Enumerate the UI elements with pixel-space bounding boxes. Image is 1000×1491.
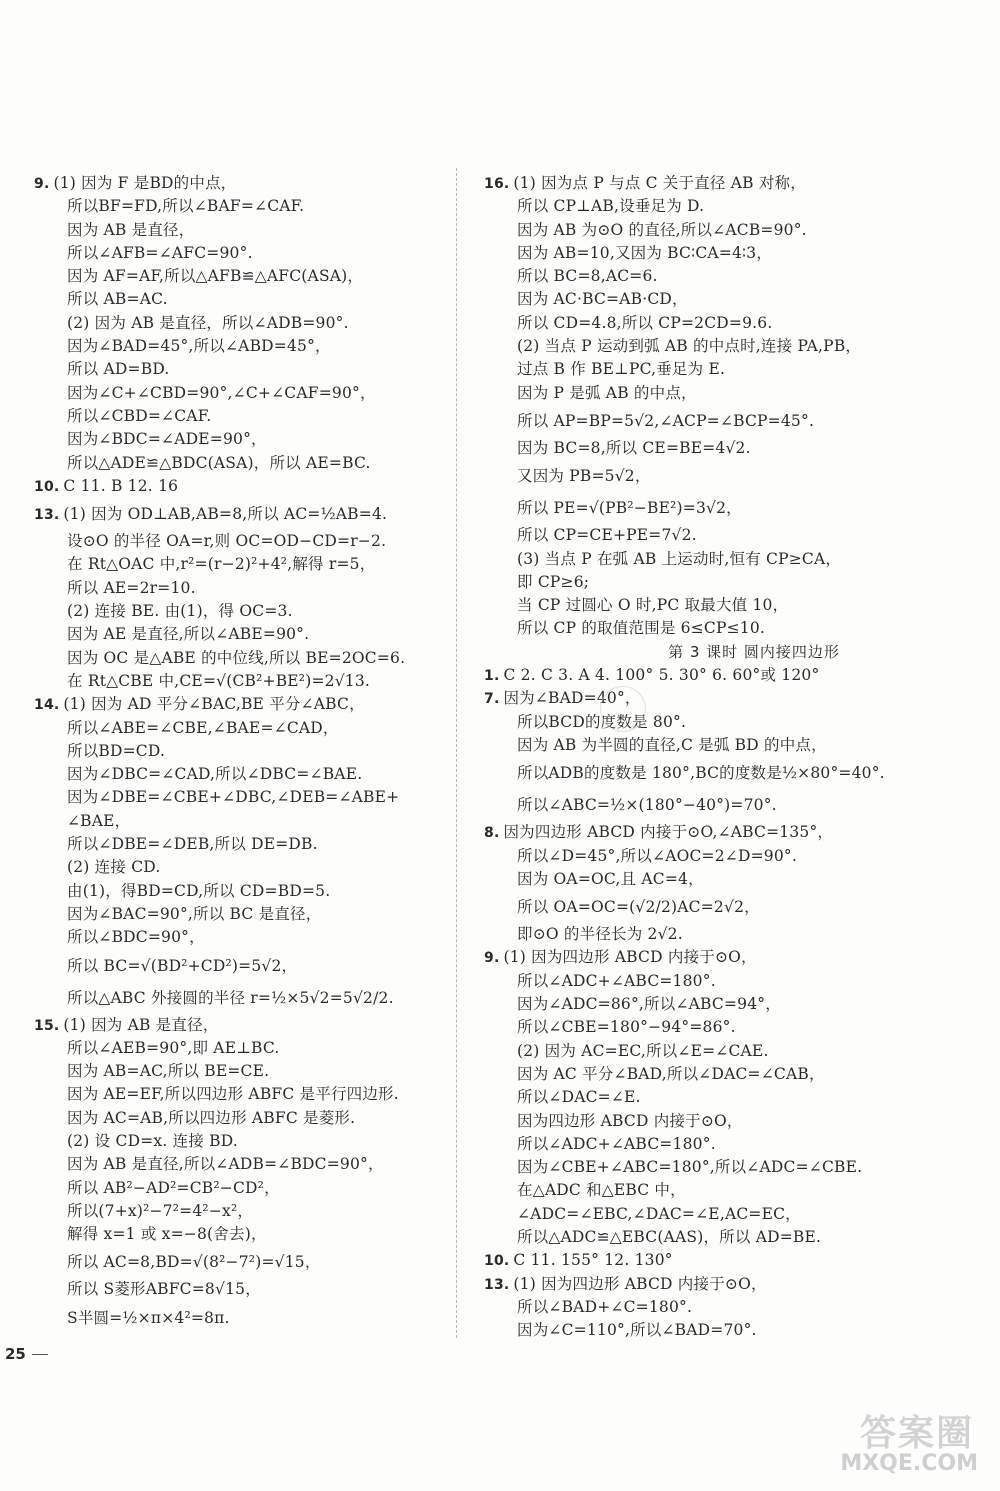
answer-text: C 2. C 3. A 4. 100° 5. 30° 6. 60°或 120°	[503, 666, 820, 685]
answer-text: 所以∠DAC=∠E.	[517, 1088, 641, 1107]
answer-line	[484, 172, 964, 195]
answer-text: 所以BCD的度数是 80°.	[517, 712, 687, 731]
answer-line	[484, 970, 964, 993]
answer-line	[34, 982, 449, 1014]
answer-text: (1) 因为点 P 与点 C 关于直径 AB 对称，	[513, 174, 806, 192]
answer-line	[484, 923, 964, 946]
answer-line	[484, 687, 964, 710]
answer-text: C 11. B 12. 16	[63, 476, 179, 495]
answer-line	[34, 335, 449, 358]
answer-line	[34, 717, 449, 740]
answer-line	[484, 242, 964, 265]
answer-text: 所以BF=FD,所以∠BAF=∠CAF.	[67, 197, 305, 216]
answer-line	[34, 926, 449, 949]
answer-line	[34, 242, 449, 265]
answer-line	[484, 1063, 964, 1086]
answer-line	[34, 405, 449, 428]
answer-text: 所以△ADC≌△EBC(AAS)，所以 AD=BE.	[517, 1227, 822, 1246]
answer-text: 所以(7+x)²−7²=4²−x²，	[67, 1201, 254, 1220]
answer-text: 因为 AB=10,又因为 BC∶CA=4∶3，	[517, 243, 773, 262]
answer-line	[34, 1037, 449, 1060]
answer-line	[34, 763, 449, 786]
answer-text: 所以ADB的度数是 180°,BC的度数是½×80°=40°.	[517, 764, 885, 783]
answer-text: 所以 BC=√(BD²+CD²)=5√2，	[67, 956, 298, 975]
question-number: 10.	[34, 478, 60, 495]
answer-text: (2) 因为 AC=EC,所以∠E=∠CAE.	[517, 1041, 769, 1060]
answer-text: ∠ADC=∠EBC,∠DAC=∠E,AC=EC，	[517, 1204, 801, 1223]
question-number: 15.	[34, 1017, 60, 1034]
answer-text: 因为∠C=110°,所以∠BAD=70°.	[517, 1321, 757, 1340]
answer-text: 所以 AD=BD.	[67, 360, 170, 379]
answer-line	[34, 1153, 449, 1176]
answer-line	[484, 734, 964, 757]
question-number: 13.	[34, 507, 60, 524]
answer-line	[484, 382, 964, 405]
answer-line	[484, 1203, 964, 1226]
answer-line	[484, 492, 964, 524]
answer-text: 所以∠BAD+∠C=180°.	[517, 1297, 693, 1316]
answer-line	[484, 946, 964, 969]
answer-text: 所以∠AEB=90°,即 AE⊥BC.	[67, 1038, 280, 1057]
answer-text: 所以 AE=2r=10.	[67, 578, 196, 597]
answer-line	[484, 711, 964, 734]
answer-text: 所以 AB²−AD²=CB²−CD²，	[67, 1178, 280, 1197]
answer-text: 所以 AC=8,BD=√(8²−7²)=√15，	[67, 1253, 321, 1272]
answer-line	[484, 524, 964, 547]
answer-text: 所以 CD=4.8,所以 CP=2CD=9.6.	[517, 313, 773, 332]
answer-line	[34, 950, 449, 982]
question-number: 16.	[484, 176, 510, 192]
answer-text: ∠BAE，	[67, 811, 131, 830]
answer-text: (2) 因为 AB 是直径，所以∠ADB=90°.	[67, 313, 349, 332]
answer-line	[484, 1249, 964, 1272]
answer-text: 所以 CP⊥AB,设垂足为 D.	[517, 197, 705, 216]
left-column	[34, 172, 449, 1334]
answer-text: (1) 因为 AB 是直径，	[63, 1015, 219, 1034]
page-number: 25	[5, 1345, 26, 1363]
answer-text: 因为∠C+∠CBD=90°,∠C+∠CAF=90°，	[67, 383, 376, 402]
watermark-logo	[797, 1405, 982, 1485]
answer-text: 因为∠DBC=∠CAD,所以∠DBC=∠BAE.	[67, 765, 363, 784]
question-number: 13.	[484, 1276, 510, 1293]
answer-text: 所以 PE=√(PB²−BE²)=3√2，	[517, 499, 742, 518]
answer-line	[34, 1014, 449, 1037]
answer-line	[34, 1130, 449, 1153]
question-number: 1.	[484, 668, 500, 685]
watermark-text: 答案圈	[859, 1413, 974, 1454]
answer-line	[34, 1177, 449, 1200]
answer-line	[34, 1083, 449, 1106]
question-number: 9.	[34, 176, 50, 192]
answer-text: 在 Rt△CBE 中,CE=√(CB²+BE²)=2√13.	[67, 671, 371, 690]
answer-text: 所以∠ADC+∠ABC=180°.	[517, 971, 716, 990]
answer-line	[484, 1226, 964, 1249]
answer-line	[34, 1107, 449, 1130]
answer-text: 在 Rt△OAC 中,r²=(r−2)²+4²,解得 r=5，	[67, 555, 376, 574]
answer-text: 过点 B 作 BE⊥PC,垂足为 E.	[517, 360, 726, 379]
answer-line	[484, 1296, 964, 1319]
answer-text: 因为 BC=8,所以 CE=BE=4√2.	[517, 438, 751, 457]
answer-line	[484, 571, 964, 594]
answer-text: 设⊙O 的半径 OA=r,则 OC=OD−CD=r−2.	[67, 532, 387, 551]
answer-line	[484, 405, 964, 437]
answer-line	[484, 891, 964, 923]
answer-text: 因为∠BAC=90°,所以 BC 是直径，	[67, 904, 322, 923]
answer-text: 因为 AC·BC=AB·CD，	[517, 290, 688, 309]
answer-text: 所以∠ABC=½×(180°−40°)=70°.	[517, 796, 777, 815]
answer-line	[34, 786, 449, 809]
answer-line	[484, 845, 964, 868]
question-number: 10.	[484, 1253, 510, 1270]
answer-line	[484, 1133, 964, 1156]
answer-text: 因为 AB 是直径，	[67, 220, 195, 239]
answer-line	[484, 789, 964, 821]
answer-line	[34, 833, 449, 856]
column-divider	[456, 168, 457, 1338]
answer-line	[484, 868, 964, 891]
answer-line	[484, 594, 964, 617]
answer-line	[484, 1156, 964, 1179]
stamp-mark	[600, 686, 646, 732]
answer-text: (1) 因为 F 是BD的中点，	[53, 174, 237, 192]
answer-line	[34, 265, 449, 288]
answer-text: 所以∠D=45°,所以∠AOC=2∠D=90°.	[517, 846, 798, 865]
answer-line	[34, 312, 449, 335]
question-number: 9.	[484, 950, 500, 967]
watermark-url: MXQE.COM	[840, 1451, 978, 1476]
answer-text: 因为∠BDC=∠ADE=90°，	[67, 430, 267, 449]
answer-line	[34, 1060, 449, 1083]
answer-text: 所以 OA=OC=(√2/2)AC=2√2，	[517, 898, 760, 917]
section-title: 第 3 课时 圆内接四边形	[668, 642, 840, 661]
answer-line	[34, 475, 449, 498]
answer-line	[34, 530, 449, 553]
answer-line	[484, 437, 964, 460]
answer-text: 所以 BC=8,AC=6.	[517, 267, 658, 286]
answer-line	[484, 993, 964, 1016]
answer-text: (2) 连接 BE. 由(1)，得 OC=3.	[67, 602, 293, 621]
answer-line	[34, 553, 449, 576]
answer-text: 因为 P 是弧 AB 的中点，	[517, 383, 697, 402]
answer-line	[484, 1273, 964, 1296]
answer-text: 因为四边形 ABCD 内接于⊙O,∠ABC=135°，	[503, 823, 834, 842]
answer-text: 因为 AB 为半圆的直径,C 是弧 BD 的中点，	[517, 735, 827, 754]
answer-text: 因为 AF=AF,所以△AFB≌△AFC(ASA)，	[67, 267, 364, 286]
answer-line	[34, 1200, 449, 1223]
answer-line	[34, 856, 449, 879]
answer-line	[484, 312, 964, 335]
answer-text: 又因为 PB=5√2，	[517, 467, 651, 486]
answer-text: 所以△ABC 外接圆的半径 r=½×5√2=5√2/2.	[67, 988, 394, 1007]
answer-text: 所以 CP 的取值范围是 6≤CP≤10.	[517, 619, 766, 638]
answer-text: 因为 OA=OC,且 AC=4，	[517, 869, 704, 888]
answer-line	[34, 623, 449, 646]
question-number: 7.	[484, 691, 500, 708]
answer-line	[34, 428, 449, 451]
answer-line	[484, 1086, 964, 1109]
answer-text: 所以 AP=BP=5√2,∠ACP=∠BCP=45°.	[517, 411, 815, 430]
answer-text: 因为 AC 平分∠BAD,所以∠DAC=∠CAB，	[517, 1064, 825, 1083]
answer-text: 因为四边形 ABCD 内接于⊙O，	[517, 1111, 743, 1130]
answer-text: 因为 OC 是△ABE 的中位线,所以 BE=2OC=6.	[67, 648, 406, 667]
answer-text: (2) 设 CD=x. 连接 BD.	[67, 1131, 238, 1150]
page-footer	[5, 1345, 48, 1363]
answer-text: 所以 AB=AC.	[67, 290, 168, 309]
answer-text: 因为∠BAD=40°，	[503, 689, 641, 708]
answer-text: (1) 因为 AD 平分∠BAC,BE 平分∠ABC，	[63, 695, 365, 714]
answer-text: 由(1)，得BD=CD,所以 CD=BD=5.	[67, 881, 331, 900]
answer-line	[484, 460, 964, 492]
answer-text: 因为 AC=AB,所以四边形 ABFC 是菱形.	[67, 1108, 356, 1127]
answer-text: (1) 因为 OD⊥AB,AB=8,所以 AC=½AB=4.	[63, 505, 388, 524]
question-number: 14.	[34, 697, 60, 714]
answer-line	[34, 498, 449, 530]
answer-line	[34, 219, 449, 242]
footer-rule	[32, 1354, 48, 1355]
answer-line	[484, 1016, 964, 1039]
answer-line	[34, 600, 449, 623]
answer-text: 所以△ADE≌△BDC(ASA)，所以 AE=BC.	[67, 453, 371, 472]
answer-text: 因为∠ADC=86°,所以∠ABC=94°，	[517, 995, 781, 1014]
answer-text: 因为 AB 是直径,所以∠ADB=∠BDC=90°，	[67, 1155, 384, 1174]
answer-line	[34, 195, 449, 218]
answer-line	[34, 172, 449, 195]
answer-line	[484, 757, 964, 789]
right-column	[484, 172, 964, 1342]
answer-line	[34, 1223, 449, 1246]
answer-line	[484, 358, 964, 381]
answer-text: 所以∠DBE=∠DEB,所以 DE=DB.	[67, 835, 318, 854]
answer-text: S半圆=½×π×4²=8π.	[67, 1308, 230, 1327]
answer-text: (2) 当点 P 运动到弧 AB 的中点时,连接 PA,PB，	[517, 337, 862, 356]
answer-text: 因为 AB=AC,所以 BE=CE.	[67, 1062, 270, 1081]
answer-line	[34, 452, 449, 475]
answer-line	[34, 382, 449, 405]
answer-line	[34, 670, 449, 693]
answer-line	[484, 1040, 964, 1063]
answer-line	[34, 740, 449, 763]
answer-line	[34, 1278, 449, 1301]
answer-line	[34, 358, 449, 381]
answer-text: 解得 x=1 或 x=−8(舍去)，	[67, 1225, 267, 1244]
answer-text: C 11. 155° 12. 130°	[513, 1251, 673, 1270]
answer-text: (3) 当点 P 在弧 AB 上运动时,恒有 CP≥CA，	[517, 549, 842, 568]
answer-line	[484, 219, 964, 242]
answer-text: 即⊙O 的半径长为 2√2.	[517, 925, 683, 944]
answer-line	[484, 195, 964, 218]
answer-text: 所以∠BDC=90°，	[67, 928, 205, 947]
answer-text: (2) 连接 CD.	[67, 858, 161, 877]
answer-text: 因为∠CBE+∠ABC=180°,所以∠ADC=∠CBE.	[517, 1158, 863, 1177]
answer-text: 所以∠CBE=180°−94°=86°.	[517, 1018, 736, 1037]
answer-text: 因为 AE 是直径,所以∠ABE=90°.	[67, 625, 310, 644]
answer-text: 因为 AE=EF,所以四边形 ABFC 是平行四边形.	[67, 1085, 399, 1104]
answer-line	[484, 335, 964, 358]
answer-text: 因为∠DBE=∠CBE+∠DBC,∠DEB=∠ABE+	[67, 788, 400, 807]
answer-line	[34, 647, 449, 670]
answer-text: 所以∠CBD=∠CAF.	[67, 406, 212, 425]
answer-line	[484, 548, 964, 571]
answer-text: 所以∠ADC+∠ABC=180°.	[517, 1134, 716, 1153]
answer-text: 在△ADC 和△EBC 中，	[517, 1181, 686, 1200]
answer-line	[34, 903, 449, 926]
answer-line	[484, 1319, 964, 1342]
answer-text: 即 CP≥6;	[517, 572, 590, 591]
answer-line	[34, 1246, 449, 1278]
answer-line	[484, 664, 964, 687]
answer-line	[484, 1179, 964, 1202]
answer-line	[484, 821, 964, 844]
answer-text: 当 CP 过圆心 O 时,PC 取最大值 10，	[517, 596, 789, 615]
answer-text: (1) 因为四边形 ABCD 内接于⊙O，	[513, 1274, 767, 1293]
answer-line	[484, 288, 964, 311]
answer-text: 所以 CP=CE+PE=7√2.	[517, 526, 697, 545]
answer-line	[34, 288, 449, 311]
answer-line	[34, 577, 449, 600]
answer-line	[34, 810, 449, 833]
answer-text: (1) 因为四边形 ABCD 内接于⊙O，	[503, 948, 757, 967]
question-number: 8.	[484, 825, 500, 842]
answer-text: 所以 S菱形ABFC=8√15，	[67, 1280, 261, 1299]
answer-line	[34, 1302, 449, 1334]
answer-line	[484, 265, 964, 288]
answer-line	[484, 1110, 964, 1133]
answer-text: 所以∠AFB=∠AFC=90°.	[67, 243, 253, 262]
answer-text: 所以BD=CD.	[67, 741, 166, 760]
answer-text: 因为∠BAD=45°,所以∠ABD=45°，	[67, 337, 331, 356]
answer-line	[34, 880, 449, 903]
answer-text: 因为 AB 为⊙O 的直径,所以∠ACB=90°.	[517, 220, 807, 239]
answer-line	[34, 693, 449, 716]
answer-line	[484, 617, 964, 640]
answer-text: 所以∠ABE=∠CBE,∠BAE=∠CAD，	[67, 718, 339, 737]
